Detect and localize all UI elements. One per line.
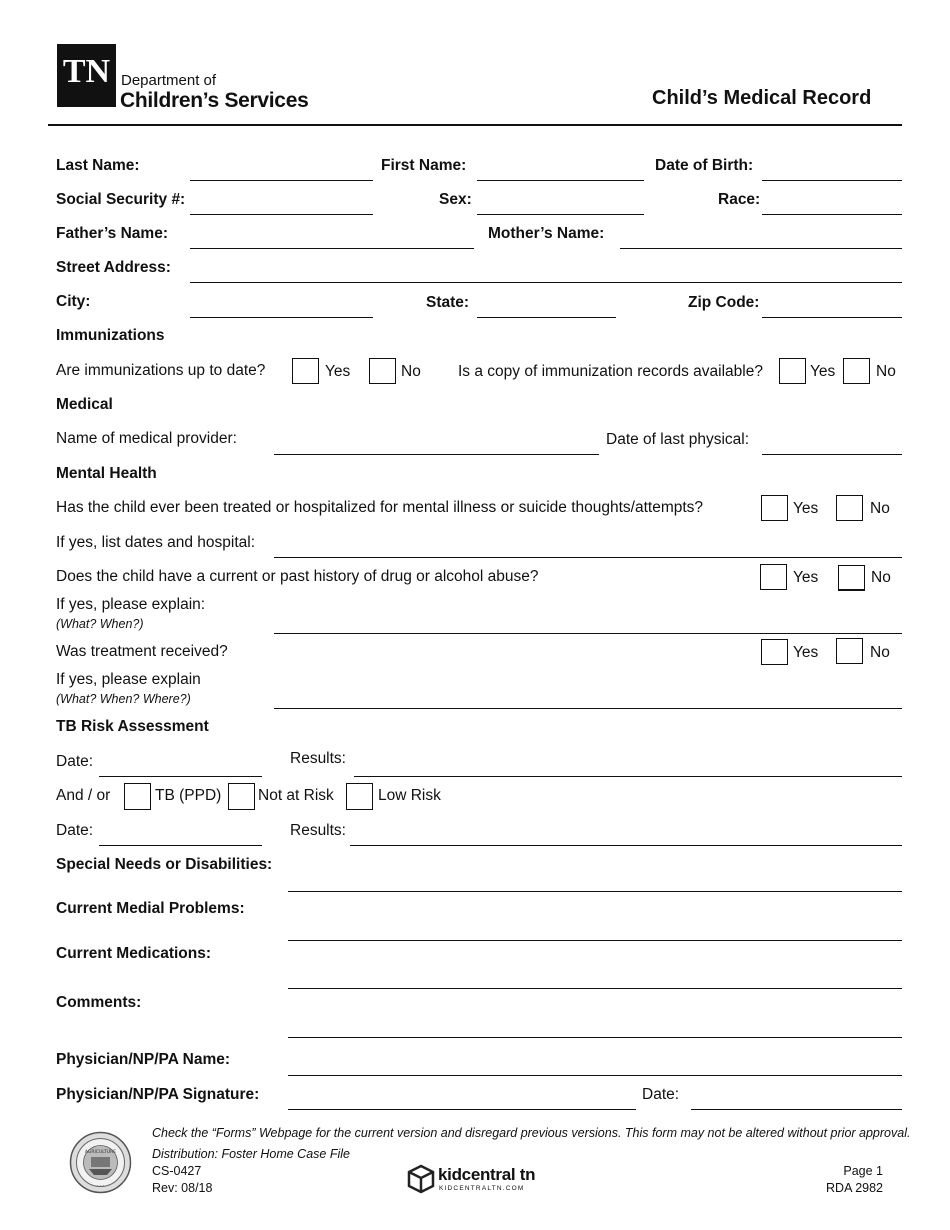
first-name-label: First Name: [381, 157, 467, 174]
special-needs-field[interactable] [288, 891, 902, 892]
yes-label: Yes [325, 363, 351, 380]
kidcentral-logo [406, 1164, 546, 1194]
medications-field[interactable] [288, 988, 902, 989]
special-needs-label: Special Needs or Disabilities: [56, 856, 273, 873]
low-risk-label: Low Risk [378, 787, 441, 804]
dept-line2: Children’s Services [120, 89, 309, 112]
not-at-risk-label: Not at Risk [258, 787, 334, 804]
drug-alcohol-yes-checkbox[interactable] [760, 564, 787, 590]
treatment-explain-hint: (What? When? Where?) [56, 692, 191, 706]
mental-health-heading: Mental Health [56, 465, 157, 482]
dates-hospital-label: If yes, list dates and hospital: [56, 534, 256, 551]
and-or-label: And / or [56, 787, 111, 804]
tb-results2-label: Results: [290, 822, 346, 839]
comments-label: Comments: [56, 994, 142, 1011]
immunizations-heading: Immunizations [56, 327, 165, 344]
tn-logo [57, 44, 116, 106]
tb-results2-field[interactable] [350, 845, 902, 846]
drug-explain-hint: (What? When?) [56, 617, 144, 631]
mental-illness-no-checkbox[interactable] [836, 495, 863, 521]
no-label: No [870, 644, 890, 661]
tb-ppd-label: TB (PPD) [155, 787, 222, 804]
zip-code-label: Zip Code: [688, 294, 760, 311]
medications-label: Current Medications: [56, 945, 212, 962]
street-address-field[interactable] [190, 282, 902, 283]
yes-label: Yes [793, 644, 819, 661]
dob-field[interactable] [762, 180, 902, 181]
footer-notice: Check the “Forms” Webpage for the current version and disregard previous versions. This form may not be altered without prior approval. [152, 1126, 911, 1140]
kidcentral-blocks-icon [406, 1164, 436, 1194]
low-risk-checkbox[interactable] [346, 783, 373, 810]
sex-label: Sex: [439, 191, 472, 208]
father-name-field[interactable] [190, 248, 474, 249]
physician-name-label: Physician/NP/PA Name: [56, 1051, 231, 1068]
father-name-label: Father’s Name: [56, 225, 168, 242]
tb-date2-field[interactable] [99, 845, 262, 846]
tb-date-label: Date: [56, 753, 94, 770]
state-label: State: [426, 294, 470, 311]
drug-explain-field[interactable] [274, 633, 902, 634]
no-label: No [401, 363, 421, 380]
comments-field[interactable] [288, 1037, 902, 1038]
rda-number: RDA 2982 [826, 1181, 883, 1195]
medical-problems-label: Current Medial Problems: [56, 900, 245, 917]
physician-name-field[interactable] [288, 1075, 902, 1076]
signature-date-field[interactable] [691, 1109, 902, 1110]
treatment-explain-label: If yes, please explain [56, 671, 201, 688]
ssn-field[interactable] [190, 214, 373, 215]
tn-state-seal-icon [69, 1131, 132, 1194]
immunizations-up-to-date-question: Are immunizations up to date? [56, 362, 266, 379]
tn-logo-text: TN [62, 53, 111, 90]
kidcentral-url: KIDCENTRALTN.COM [439, 1185, 525, 1192]
no-label: No [876, 363, 896, 380]
form-number: CS-0427 [152, 1164, 202, 1178]
immunizations-up-to-date-yes-checkbox[interactable] [292, 358, 319, 384]
yes-label: Yes [810, 363, 836, 380]
last-physical-field[interactable] [762, 454, 902, 455]
drug-alcohol-no-checkbox[interactable] [838, 565, 865, 591]
kidcentral-wordmark: kidcentral tn [438, 1165, 536, 1184]
tb-date-field[interactable] [99, 776, 262, 777]
header-rule [48, 124, 902, 126]
mother-name-field[interactable] [620, 248, 902, 249]
last-name-field[interactable] [190, 180, 373, 181]
dates-hospital-field[interactable] [274, 557, 902, 558]
treatment-no-checkbox[interactable] [836, 638, 863, 664]
signature-date-label: Date: [642, 1086, 680, 1103]
race-field[interactable] [762, 214, 902, 215]
treatment-explain-field[interactable] [274, 708, 902, 709]
treatment-question: Was treatment received? [56, 643, 228, 660]
street-address-label: Street Address: [56, 259, 171, 276]
ssn-label: Social Security #: [56, 191, 186, 208]
medical-provider-field[interactable] [274, 454, 599, 455]
no-label: No [871, 569, 891, 586]
immunizations-up-to-date-no-checkbox[interactable] [369, 358, 396, 384]
tb-date2-label: Date: [56, 822, 94, 839]
seal-text: AGRICULTURE [84, 1150, 117, 1155]
drug-explain-label: If yes, please explain: [56, 596, 206, 613]
physician-signature-label: Physician/NP/PA Signature: [56, 1086, 260, 1103]
form-revision: Rev: 08/18 [152, 1181, 213, 1195]
tb-ppd-checkbox[interactable] [124, 783, 151, 810]
physician-signature-field[interactable] [288, 1109, 636, 1110]
city-label: City: [56, 293, 91, 310]
immunization-records-yes-checkbox[interactable] [779, 358, 806, 384]
mental-illness-yes-checkbox[interactable] [761, 495, 788, 521]
tb-results-field[interactable] [354, 776, 902, 777]
yes-label: Yes [793, 569, 819, 586]
form-title: Child’s Medical Record [652, 87, 872, 109]
last-physical-label: Date of last physical: [606, 431, 750, 448]
first-name-field[interactable] [477, 180, 644, 181]
state-field[interactable] [477, 317, 616, 318]
treatment-yes-checkbox[interactable] [761, 639, 788, 665]
immunization-records-question: Is a copy of immunization records available? [458, 363, 763, 380]
last-name-label: Last Name: [56, 157, 140, 174]
race-label: Race: [718, 191, 761, 208]
no-label: No [870, 500, 890, 517]
zip-code-field[interactable] [762, 317, 902, 318]
footer-distribution: Distribution: Foster Home Case File [152, 1147, 350, 1161]
mother-name-label: Mother’s Name: [488, 225, 605, 242]
mental-illness-question: Has the child ever been treated or hospitalized for mental illness or suicide thoughts/attempts? [56, 499, 704, 516]
logo-underline [57, 104, 116, 107]
not-at-risk-checkbox[interactable] [228, 783, 255, 810]
dob-label: Date of Birth: [655, 157, 754, 174]
tb-risk-heading: TB Risk Assessment [56, 718, 209, 735]
yes-label: Yes [793, 500, 819, 517]
sex-field[interactable] [477, 214, 644, 215]
drug-alcohol-question: Does the child have a current or past history of drug or alcohol abuse? [56, 568, 539, 585]
city-field[interactable] [190, 317, 373, 318]
medical-provider-label: Name of medical provider: [56, 430, 237, 447]
dept-line1: Department of [121, 72, 217, 89]
tb-results-label: Results: [290, 750, 346, 767]
medical-problems-field[interactable] [288, 940, 902, 941]
page-number: Page 1 [843, 1164, 883, 1178]
medical-heading: Medical [56, 396, 113, 413]
svg-text:· · ·: · · · [96, 1183, 105, 1189]
immunization-records-no-checkbox[interactable] [843, 358, 870, 384]
